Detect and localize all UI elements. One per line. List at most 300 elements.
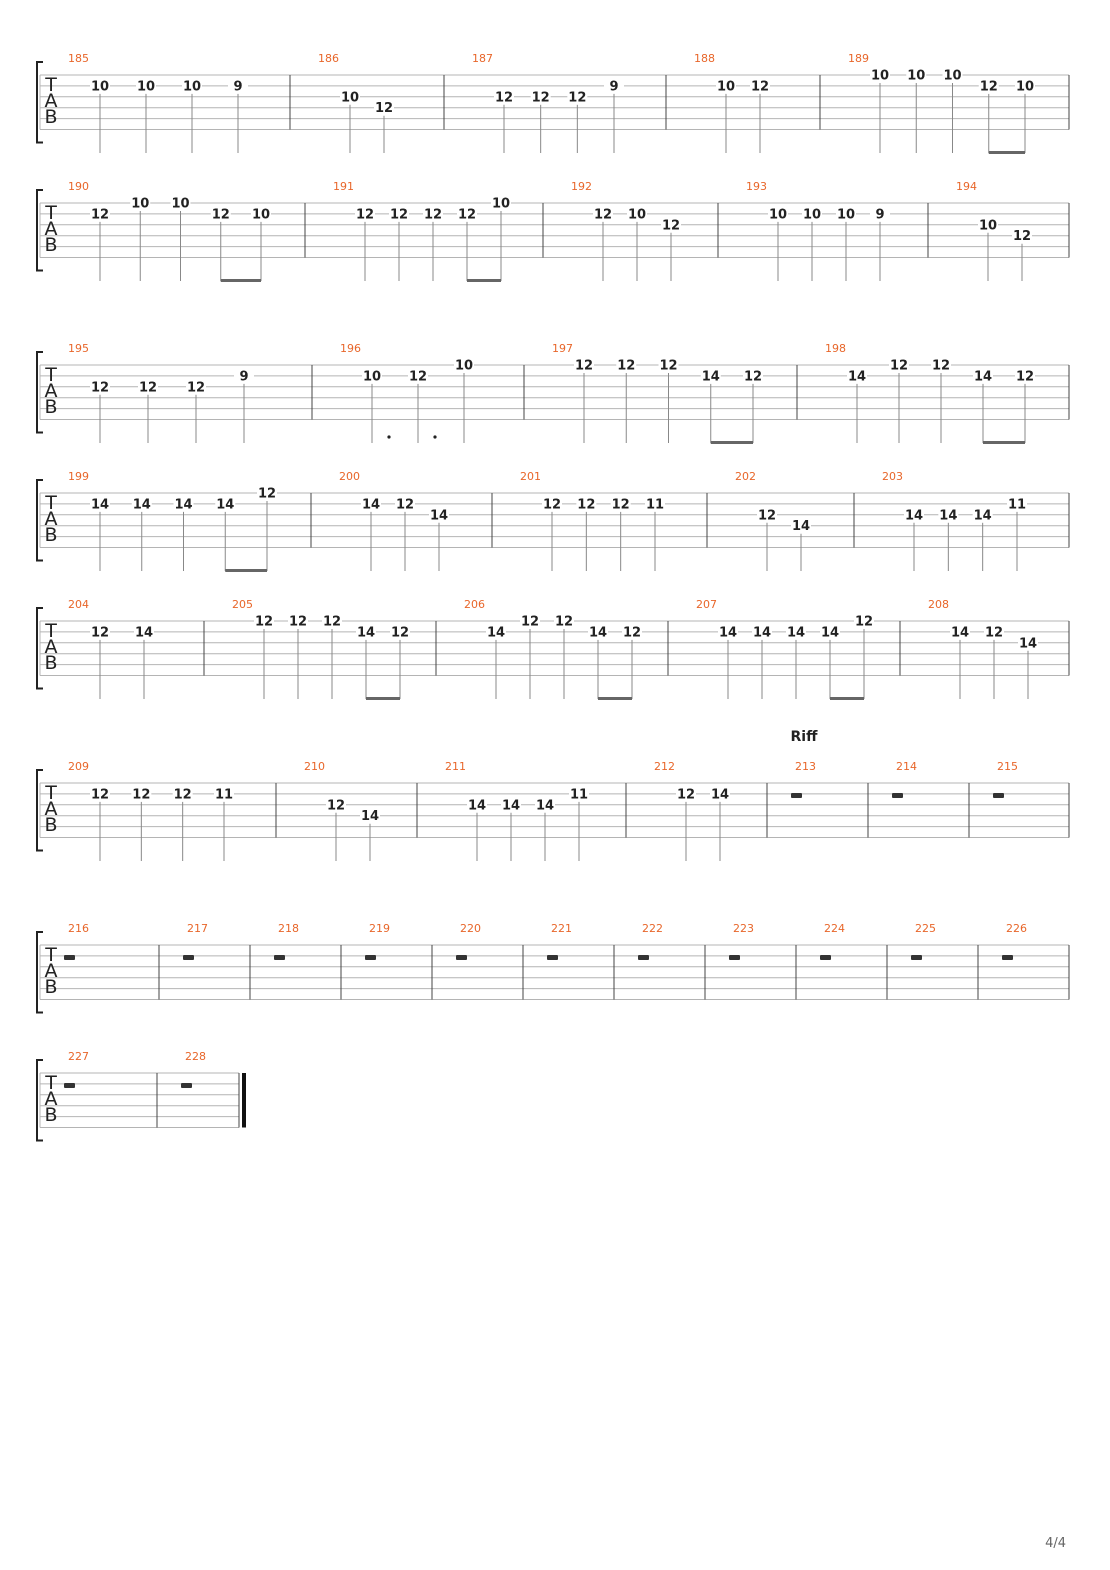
note-beam	[221, 279, 261, 282]
measure-number: 196	[340, 342, 361, 355]
measure	[183, 922, 208, 960]
tab-note	[979, 79, 999, 153]
fret-number: 12	[979, 79, 998, 95]
measure	[654, 760, 730, 861]
tab-clef-letter: B	[44, 234, 58, 256]
tab-note	[820, 625, 840, 699]
section-label: Riff	[790, 729, 818, 745]
tab-note	[408, 369, 437, 443]
tab-note	[870, 207, 890, 281]
tab-note	[423, 207, 443, 281]
fret-number: 10	[943, 68, 962, 84]
tab-note	[257, 486, 277, 571]
tab-note	[1018, 636, 1038, 699]
measure-number: 195	[68, 342, 89, 355]
measure-number: 202	[735, 470, 756, 483]
tab-note	[616, 358, 636, 443]
measure	[911, 922, 936, 960]
tab-system	[37, 598, 1069, 700]
fret-number: 9	[875, 207, 885, 223]
fret-number: 14	[791, 519, 811, 535]
note-beam	[366, 697, 400, 700]
fret-number: 11	[569, 787, 589, 803]
tab-note	[622, 625, 642, 699]
measure-number: 190	[68, 180, 89, 193]
measure-number: 206	[464, 598, 485, 611]
fret-number: 14	[701, 369, 720, 385]
tab-note	[535, 798, 555, 861]
fret-number: 12	[90, 207, 110, 223]
fret-number: 14	[718, 625, 738, 641]
fret-number: 14	[361, 497, 381, 513]
tab-note	[938, 508, 958, 571]
tab-system	[37, 729, 1069, 861]
tab-note	[701, 369, 721, 443]
tab-note	[676, 787, 696, 861]
fret-number: 10	[251, 207, 271, 223]
tab-note	[390, 625, 410, 699]
tab-note	[182, 79, 202, 153]
measure-number: 203	[882, 470, 903, 483]
tab-note	[854, 614, 874, 699]
whole-rest	[638, 955, 649, 960]
measure-number: 221	[551, 922, 572, 935]
tab-note	[768, 207, 788, 281]
fret-number: 10	[340, 90, 360, 106]
measure	[746, 180, 890, 281]
tab-clef-letter: A	[44, 218, 58, 240]
fret-number: 12	[173, 787, 192, 803]
page-number: 4/4	[1045, 1536, 1066, 1551]
tab-system	[37, 342, 1069, 444]
fret-number: 14	[90, 497, 110, 513]
fret-number: 12	[211, 207, 230, 223]
fret-number: 12	[568, 90, 587, 106]
tab-note	[340, 90, 360, 153]
tab-note	[752, 625, 772, 699]
fret-number: 12	[90, 380, 110, 396]
measure-number: 211	[445, 760, 466, 773]
tab-note	[429, 508, 449, 571]
tab-note	[228, 79, 248, 153]
whole-rest	[181, 1083, 192, 1088]
measure-number: 193	[746, 180, 767, 193]
measure-number: 228	[185, 1050, 206, 1063]
fret-number: 12	[617, 358, 636, 374]
tab-note	[950, 625, 970, 699]
measure	[64, 922, 89, 960]
tab-note	[1015, 369, 1035, 443]
fret-number: 12	[90, 625, 110, 641]
fret-number: 10	[802, 207, 822, 223]
fret-number: 12	[520, 614, 540, 630]
measure	[520, 470, 665, 571]
tab-clef-letter: B	[44, 1104, 58, 1126]
measure-number: 186	[318, 52, 339, 65]
measure-number: 214	[896, 760, 917, 773]
measure	[571, 180, 681, 281]
fret-number: 10	[836, 207, 856, 223]
fret-number: 10	[136, 79, 156, 95]
tab-note	[131, 787, 151, 861]
tab-clef-letter: B	[44, 396, 58, 418]
measure	[181, 1050, 206, 1088]
measure	[456, 922, 481, 960]
tab-clef-letter: T	[45, 74, 57, 96]
tab-note	[134, 625, 154, 699]
fret-number: 11	[645, 497, 665, 513]
fret-number: 14	[467, 798, 487, 814]
tab-clef-letter: B	[44, 814, 58, 836]
fret-number: 12	[254, 614, 274, 630]
fret-number: 12	[531, 90, 550, 106]
measure	[333, 180, 511, 282]
fret-number: 12	[659, 358, 678, 374]
tab-note	[943, 68, 963, 153]
tab-note	[90, 207, 110, 281]
measure	[696, 598, 874, 700]
fret-number: 12	[1015, 369, 1035, 385]
tab-note	[1007, 497, 1027, 571]
tab-note	[326, 798, 346, 861]
fret-number: 14	[939, 508, 958, 524]
measure	[339, 470, 449, 571]
tab-note	[360, 809, 380, 861]
tab-note	[574, 358, 594, 443]
duration-dot	[387, 435, 390, 438]
measure	[232, 598, 410, 700]
tab-note	[90, 787, 110, 861]
measure-number: 217	[187, 922, 208, 935]
fret-number: 11	[214, 787, 234, 803]
measure-number: 188	[694, 52, 715, 65]
tab-clef-letter: A	[44, 960, 58, 982]
fret-number: 10	[1015, 79, 1035, 95]
measure	[68, 760, 234, 861]
fret-number: 12	[389, 207, 409, 223]
tab-note	[389, 207, 409, 281]
tab-note	[251, 207, 271, 281]
measure	[472, 52, 624, 153]
fret-number: 12	[622, 625, 642, 641]
fret-number: 12	[90, 787, 110, 803]
tab-note	[645, 497, 665, 571]
tab-systems	[37, 52, 1069, 1141]
measure-number: 215	[997, 760, 1018, 773]
measure-number: 209	[68, 760, 89, 773]
whole-rest	[365, 955, 376, 960]
whole-rest	[64, 955, 75, 960]
measure-number: 191	[333, 180, 354, 193]
fret-number: 12	[574, 358, 594, 374]
tab-note	[973, 508, 993, 571]
measure	[892, 760, 917, 798]
measure-number: 227	[68, 1050, 89, 1063]
measure-number: 222	[642, 922, 663, 935]
measure-number: 226	[1006, 922, 1027, 935]
whole-rest	[456, 955, 467, 960]
whole-rest	[820, 955, 831, 960]
measure-number: 201	[520, 470, 541, 483]
tab-note	[186, 380, 206, 443]
measure-number: 224	[824, 922, 845, 935]
fret-number: 14	[950, 625, 970, 641]
fret-number: 12	[257, 486, 277, 502]
measure	[64, 1050, 89, 1088]
fret-number: 12	[1012, 229, 1032, 245]
duration-dot	[433, 435, 436, 438]
final-barline	[242, 1073, 246, 1128]
tab-note	[174, 497, 194, 571]
whole-rest	[729, 955, 740, 960]
tab-note	[750, 79, 770, 153]
tab-note	[604, 79, 624, 153]
fret-number: 10	[454, 358, 474, 374]
measure	[68, 598, 154, 699]
fret-number: 10	[362, 369, 382, 385]
tab-note	[978, 218, 998, 281]
fret-number: 10	[171, 196, 190, 212]
fret-number: 12	[494, 90, 514, 106]
measure-number: 189	[848, 52, 869, 65]
tab-clef-letter: A	[44, 1088, 58, 1110]
whole-rest	[892, 793, 903, 798]
tab-note	[542, 497, 562, 571]
measure	[729, 922, 754, 960]
fret-number: 14	[786, 625, 806, 641]
tab-note	[132, 497, 152, 571]
fret-number: 12	[931, 358, 951, 374]
fret-number: 14	[216, 497, 235, 513]
measure-number: 225	[915, 922, 936, 935]
tab-clef-letter: B	[44, 976, 58, 998]
fret-number: 12	[750, 79, 770, 95]
fret-number: 12	[355, 207, 375, 223]
fret-number: 14	[486, 625, 506, 641]
whole-rest	[183, 955, 194, 960]
fret-number: 12	[676, 787, 696, 803]
fret-number: 14	[501, 798, 521, 814]
tab-note	[467, 798, 487, 861]
fret-number: 12	[423, 207, 443, 223]
tab-clef-letter: A	[44, 508, 58, 530]
tab-note	[288, 614, 308, 699]
measure-number: 200	[339, 470, 360, 483]
tab-clef-letter: T	[45, 492, 57, 514]
tab-note	[836, 207, 856, 281]
fret-number: 10	[907, 68, 926, 84]
tab-system	[37, 470, 1069, 572]
tab-clef-letter: T	[45, 364, 57, 386]
tab-note	[214, 787, 234, 861]
tab-note	[454, 358, 474, 443]
fret-number: 12	[854, 614, 874, 630]
fret-number: 12	[390, 625, 410, 641]
tab-note	[1015, 79, 1035, 153]
tab-note	[588, 625, 608, 699]
tab-note	[457, 207, 477, 281]
fret-number: 10	[768, 207, 788, 223]
tab-note	[130, 196, 150, 281]
tab-system	[37, 1050, 246, 1141]
measure-number: 205	[232, 598, 253, 611]
tab-note	[627, 207, 647, 281]
whole-rest	[911, 955, 922, 960]
tab-note	[171, 196, 191, 281]
fret-number: 9	[609, 79, 619, 95]
tab-note	[904, 508, 924, 571]
tab-note	[611, 497, 631, 571]
fret-number: 10	[90, 79, 110, 95]
measure	[1002, 922, 1027, 960]
measure	[638, 922, 663, 960]
measure-number: 207	[696, 598, 717, 611]
whole-rest	[791, 793, 802, 798]
tab-note	[984, 625, 1004, 699]
fret-number: 12	[757, 508, 777, 524]
tab-note	[395, 497, 415, 571]
tab-note	[906, 68, 926, 153]
measure	[304, 760, 380, 861]
whole-rest	[547, 955, 558, 960]
tab-note	[757, 508, 777, 571]
measure	[694, 52, 770, 153]
tab-system	[37, 922, 1069, 1013]
fret-number: 12	[889, 358, 909, 374]
measure	[848, 52, 1035, 154]
tab-note	[520, 614, 540, 699]
tab-clef-letter: B	[44, 106, 58, 128]
tab-clef-letter: T	[45, 782, 57, 804]
fret-number: 14	[710, 787, 730, 803]
measure-number: 204	[68, 598, 89, 611]
measure	[340, 342, 474, 443]
fret-number: 10	[491, 196, 511, 212]
fret-number: 10	[870, 68, 890, 84]
tab-note	[531, 90, 551, 153]
fret-number: 12	[743, 369, 763, 385]
measure-number: 194	[956, 180, 977, 193]
whole-rest	[993, 793, 1004, 798]
tab-clef-letter: A	[44, 636, 58, 658]
tab-note	[356, 625, 376, 699]
fret-number: 12	[186, 380, 206, 396]
tab-note	[1012, 229, 1032, 281]
fret-number: 14	[973, 369, 993, 385]
measure-number: 187	[472, 52, 493, 65]
measure-number: 219	[369, 922, 390, 935]
measure	[928, 598, 1038, 699]
measure	[464, 598, 642, 700]
tab-clef-letter: A	[44, 380, 58, 402]
tab-note	[716, 79, 736, 153]
tab-note	[973, 369, 993, 443]
measure	[956, 180, 1032, 281]
measure	[547, 922, 572, 960]
measure	[68, 180, 271, 282]
tab-note	[90, 497, 110, 571]
fret-number: 12	[554, 614, 574, 630]
fret-number: 10	[627, 207, 647, 223]
fret-number: 10	[131, 196, 150, 212]
tab-clef-letter: T	[45, 620, 57, 642]
fret-number: 12	[326, 798, 346, 814]
tab-note	[494, 90, 514, 153]
tab-system	[37, 52, 1069, 154]
tab-note	[215, 497, 235, 571]
measure	[68, 52, 248, 153]
tab-note	[254, 614, 274, 699]
note-beam	[983, 441, 1025, 444]
measure	[820, 922, 845, 960]
fret-number: 12	[138, 380, 158, 396]
fret-number: 14	[356, 625, 376, 641]
tab-clef-letter: B	[44, 524, 58, 546]
measure-number: 218	[278, 922, 299, 935]
fret-number: 12	[395, 497, 415, 513]
fret-number: 12	[408, 369, 428, 385]
tab-system	[37, 180, 1069, 282]
fret-number: 10	[978, 218, 998, 234]
tab-note	[791, 519, 811, 571]
measure	[882, 470, 1027, 571]
fret-number: 14	[904, 508, 924, 524]
fret-number: 14	[847, 369, 867, 385]
fret-number: 10	[182, 79, 202, 95]
fret-number: 12	[542, 497, 562, 513]
measure	[68, 470, 277, 572]
measure	[318, 52, 394, 153]
measure-number: 216	[68, 922, 89, 935]
tab-clef-letter: T	[45, 202, 57, 224]
fret-number: 14	[1018, 636, 1038, 652]
measure	[825, 342, 1035, 444]
tab-note	[593, 207, 613, 281]
fret-number: 14	[535, 798, 555, 814]
fret-number: 12	[374, 101, 394, 117]
fret-number: 12	[577, 497, 596, 513]
tab-clef-letter: A	[44, 798, 58, 820]
whole-rest	[1002, 955, 1013, 960]
measure-number: 185	[68, 52, 89, 65]
tab-note	[355, 207, 375, 281]
fret-number: 14	[973, 508, 992, 524]
measure-number: 197	[552, 342, 573, 355]
tab-note	[567, 90, 587, 153]
fret-number: 12	[288, 614, 308, 630]
tab-note	[211, 207, 231, 281]
tab-note	[234, 369, 254, 443]
tab-note	[90, 79, 110, 153]
fret-number: 12	[322, 614, 342, 630]
measure-number: 212	[654, 760, 675, 773]
tab-note	[361, 497, 381, 571]
measure-number: 210	[304, 760, 325, 773]
tab-note	[870, 68, 890, 153]
note-beam	[830, 697, 864, 700]
fret-number: 12	[984, 625, 1004, 641]
tab-note	[661, 218, 681, 281]
measure	[552, 342, 763, 444]
fret-number: 14	[752, 625, 772, 641]
fret-number: 14	[134, 625, 154, 641]
tab-note	[802, 207, 822, 281]
measure-number: 198	[825, 342, 846, 355]
tab-note	[486, 625, 506, 699]
tab-note	[743, 369, 763, 443]
tab-note	[554, 614, 574, 699]
fret-number: 12	[132, 787, 151, 803]
